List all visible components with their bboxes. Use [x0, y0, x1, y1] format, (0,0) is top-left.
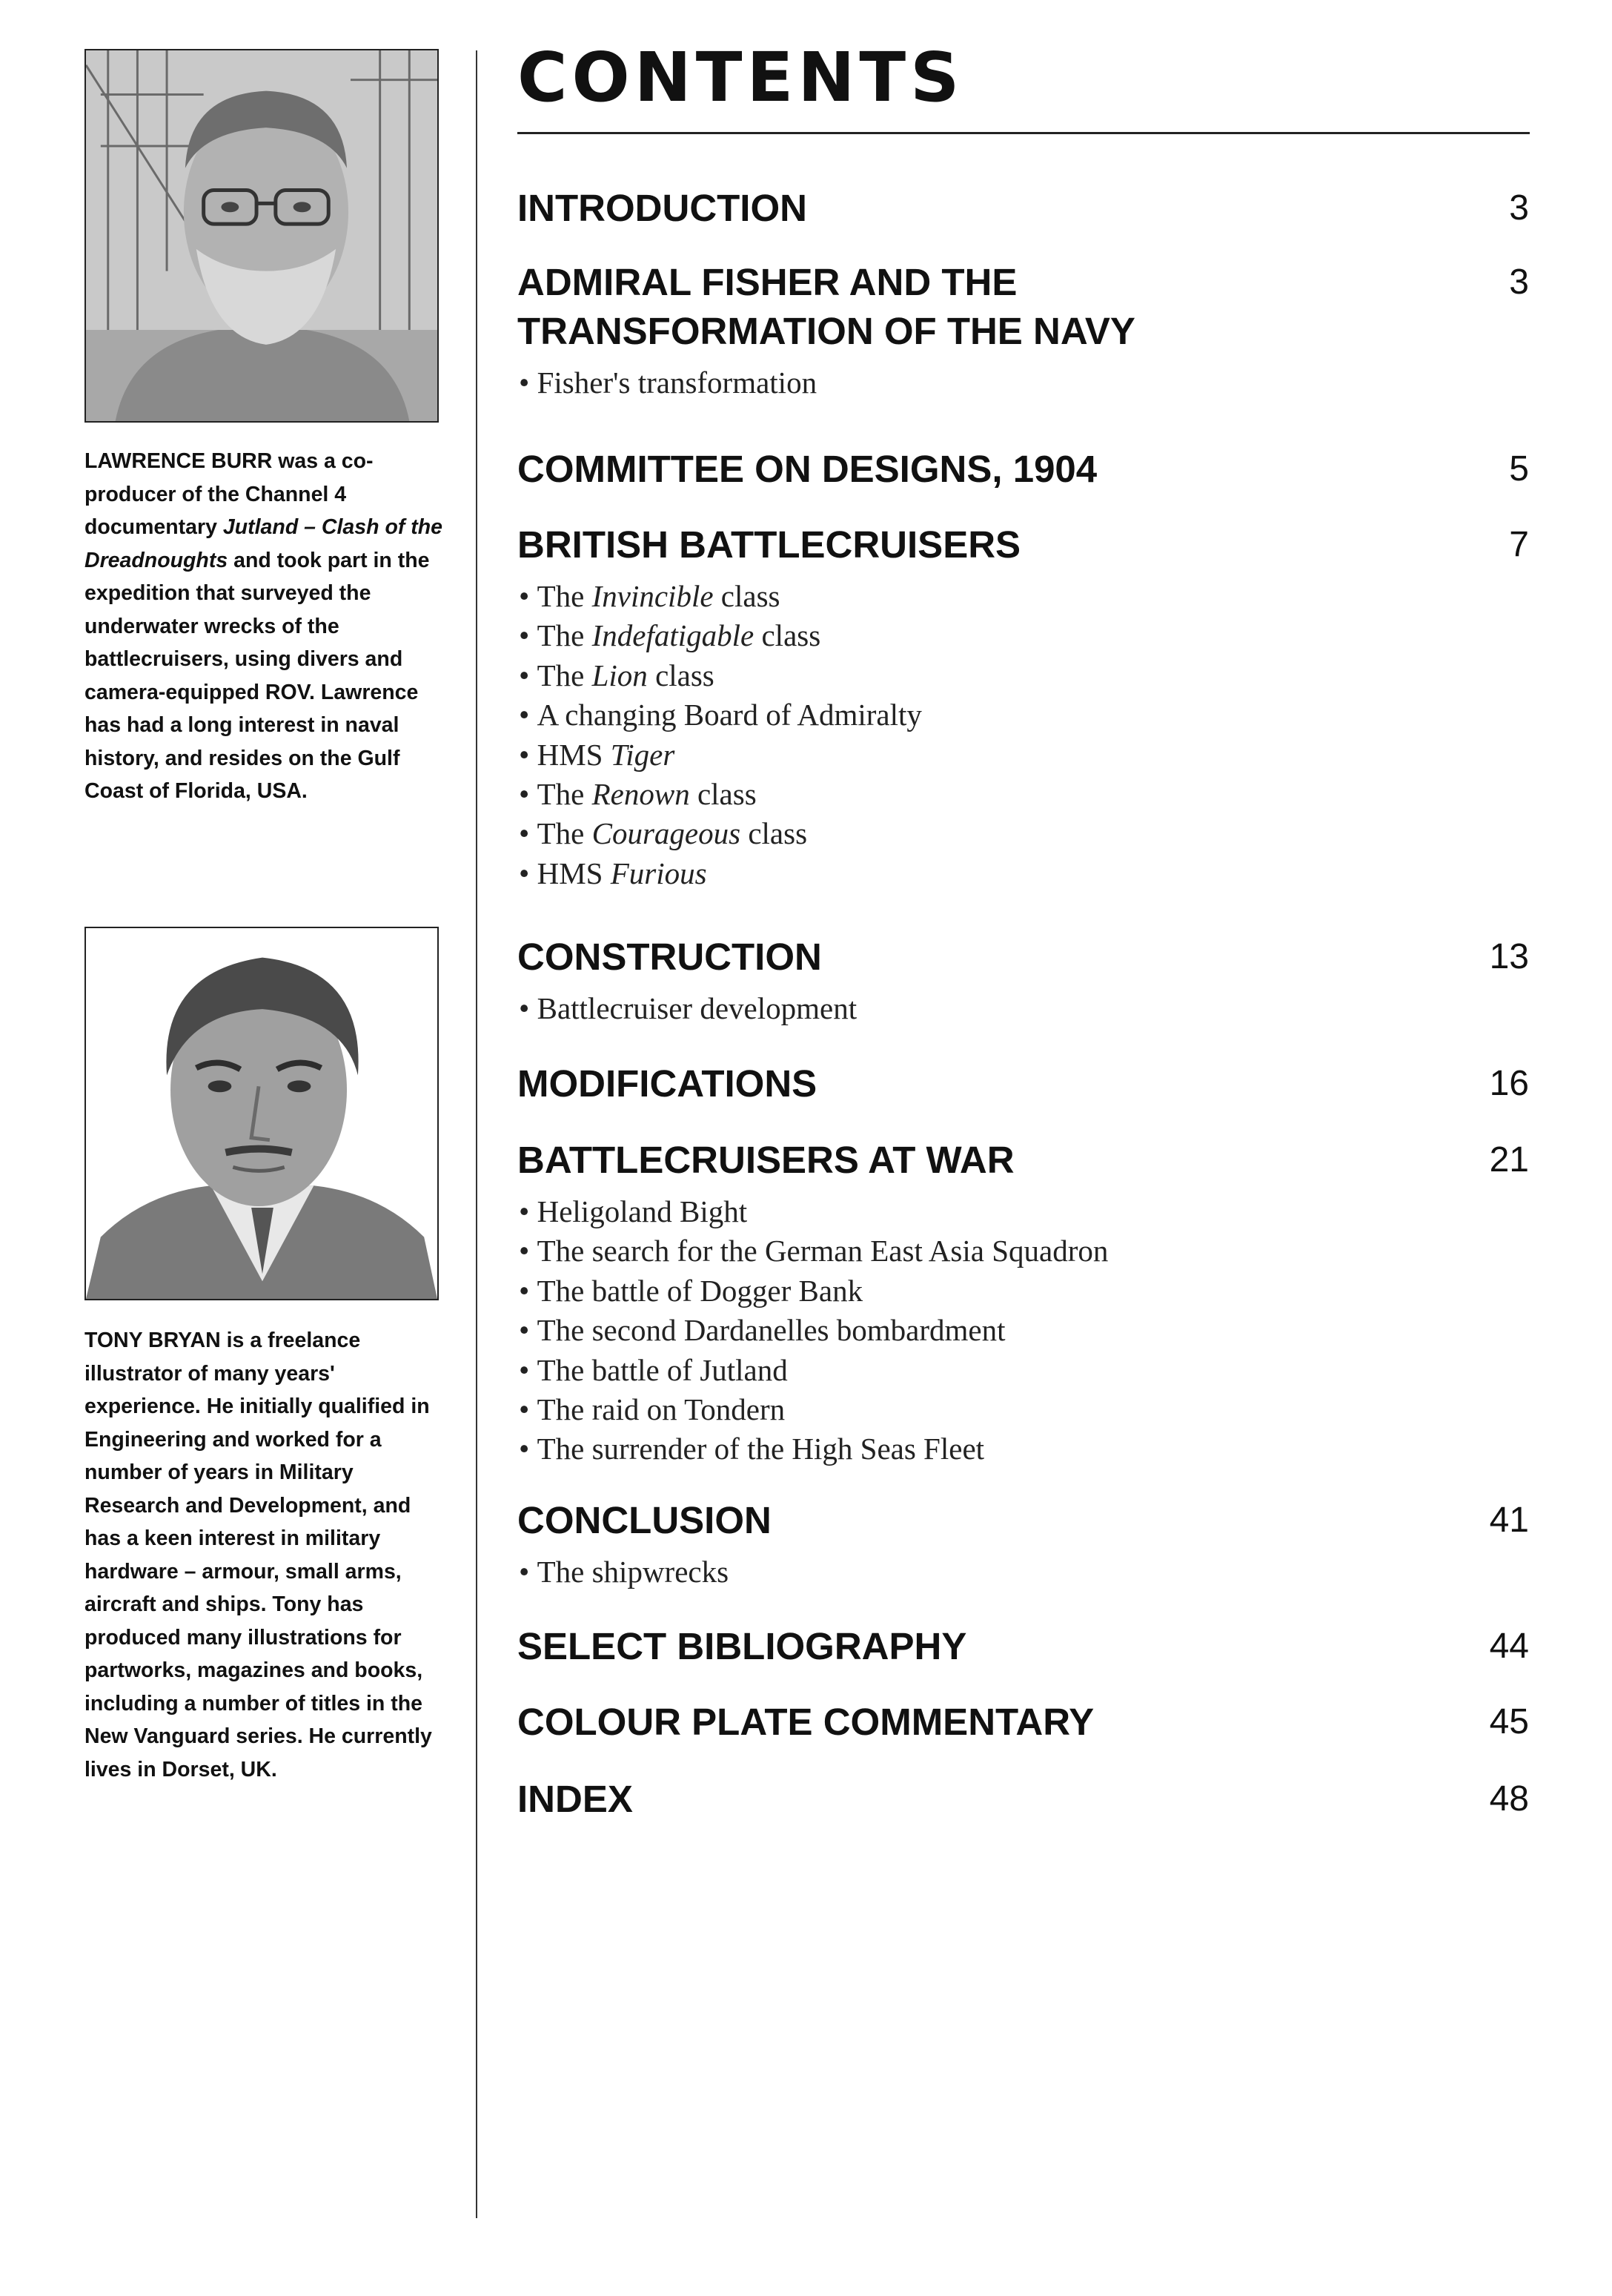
- section-page-number: 48: [1489, 1779, 1529, 1819]
- section-page-number: 16: [1489, 1064, 1529, 1103]
- subsection-run: class: [689, 777, 757, 812]
- subsection-run: class: [754, 618, 821, 653]
- subsection-item: [519, 1351, 1108, 1390]
- subsection-run: The raid on Tondern: [537, 1392, 786, 1427]
- subsection-item: [519, 1552, 729, 1592]
- section-title-british-battlecruisers: BRITISH BATTLECRUISERS: [517, 523, 1021, 566]
- subsection-run: Tiger: [610, 737, 675, 772]
- subsection-run: A changing Board of Admiralty: [537, 698, 922, 732]
- author-photo-tony-bryan: [84, 927, 439, 1300]
- author-bio-text-run: TONY BRYAN is a freelance illustrator of many years' experience. He initially qualified in Engineering and worked for a number of years in Military Research and Development, and has a keen interest in military hardware – armour, small arms, aircraft and ships. Tony has produced many illustrations for partworks, magazines and books, including a number of titles in the New Vanguard series. He currently lives in Dorset, UK.: [84, 1329, 432, 1781]
- section-page-number: 5: [1509, 449, 1529, 489]
- subsection-run: The surrender of the High Seas Fleet: [537, 1432, 985, 1466]
- column-divider: [476, 50, 477, 2218]
- subsection-item: [519, 735, 922, 775]
- subsection-item: [519, 695, 922, 735]
- section-page-number: 3: [1509, 262, 1529, 302]
- page-title: CONTENTS: [517, 38, 964, 117]
- subsection-run: Invincible: [591, 579, 714, 613]
- subsection-run: The: [537, 777, 592, 812]
- author-bio-tony-bryan: [84, 1324, 448, 1786]
- author-bio-text-run: LAWRENCE BURR was a co-producer of the Channel 4 documentary: [84, 449, 374, 539]
- subsection-list: [519, 577, 922, 893]
- title-rule: [517, 132, 1530, 134]
- subsection-run: The: [537, 618, 592, 653]
- section-title-modifications: MODIFICATIONS: [517, 1062, 817, 1105]
- subsection-run: The: [537, 658, 592, 692]
- subsection-item: [519, 775, 922, 814]
- author-bio-text-run: Jutland – Clash of the Dreadnoughts: [84, 515, 443, 572]
- section-page-number: 45: [1489, 1702, 1529, 1741]
- subsection-item: [519, 577, 922, 616]
- subsection-item: [519, 814, 922, 853]
- portrait-photo-man-suit-icon: [86, 928, 437, 1299]
- section-title-colour-plate-commentary: COLOUR PLATE COMMENTARY: [517, 1701, 1095, 1743]
- subsection-run: The: [537, 816, 592, 851]
- subsection-run: Courageous: [591, 816, 741, 851]
- subsection-run: class: [647, 658, 714, 692]
- subsection-run: The search for the German East Asia Squadron: [537, 1234, 1109, 1268]
- section-page-number: 13: [1489, 937, 1529, 976]
- subsection-item: [519, 989, 857, 1028]
- author-photo-lawrence-burr: [84, 49, 439, 423]
- subsection-item: [519, 1271, 1108, 1311]
- subsection-item: [519, 616, 922, 655]
- subsection-run: The shipwrecks: [537, 1555, 729, 1589]
- section-page-number: 21: [1489, 1140, 1529, 1180]
- subsection-item: [519, 363, 817, 403]
- subsection-run: Lion: [591, 658, 648, 692]
- subsection-run: Indefatigable: [591, 618, 754, 653]
- subsection-list: [519, 363, 817, 403]
- section-title-conclusion: CONCLUSION: [517, 1499, 772, 1541]
- subsection-list: [519, 1192, 1108, 1469]
- author-bio-text-run: and took part in the expedition that surveyed the underwater wrecks of the battlecruisers, using divers and camera-equipped ROV. Lawrence has had a long interest in naval history, and resides on the Gulf Coast of Florida, USA.: [84, 548, 430, 803]
- subsection-run: The battle of Dogger Bank: [537, 1273, 863, 1308]
- subsection-run: The: [537, 579, 592, 613]
- subsection-list: [519, 989, 857, 1028]
- subsection-run: class: [740, 816, 808, 851]
- subsection-item: [519, 1311, 1108, 1350]
- subsection-item: [519, 1192, 1108, 1231]
- section-title-battlecruisers-at-war: BATTLECRUISERS AT WAR: [517, 1139, 1015, 1181]
- subsection-run: Heligoland Bight: [537, 1194, 748, 1228]
- section-page-number: 44: [1489, 1627, 1529, 1666]
- subsection-run: HMS: [537, 856, 611, 890]
- subsection-item: [519, 854, 922, 893]
- section-title-construction: CONSTRUCTION: [517, 936, 822, 978]
- author-bio-lawrence-burr: [84, 445, 448, 808]
- subsection-list: [519, 1552, 729, 1592]
- section-page-number: 3: [1509, 188, 1529, 228]
- subsection-run: The second Dardanelles bombardment: [537, 1313, 1006, 1348]
- section-title-committee-on-designs-1904: COMMITTEE ON DESIGNS, 1904: [517, 448, 1098, 490]
- section-page-number: 7: [1509, 525, 1529, 564]
- section-page-number: 41: [1489, 1501, 1529, 1540]
- subsection-run: Battlecruiser development: [537, 991, 858, 1025]
- subsection-run: class: [713, 579, 780, 613]
- subsection-run: Fisher's transformation: [537, 365, 817, 400]
- subsection-item: [519, 1429, 1108, 1469]
- section-title-admiral-fisher-and-the-transformation-of-the-navy: ADMIRAL FISHER AND THE TRANSFORMATION OF THE NAVY: [517, 261, 1135, 352]
- subsection-run: The battle of Jutland: [537, 1352, 788, 1387]
- section-title-index: INDEX: [517, 1778, 633, 1820]
- section-title-select-bibliography: SELECT BIBLIOGRAPHY: [517, 1625, 967, 1667]
- subsection-run: Furious: [610, 856, 707, 890]
- portrait-photo-bearded-man-glasses-icon: [86, 50, 437, 421]
- subsection-item: [519, 656, 922, 695]
- subsection-run: Renown: [591, 777, 690, 812]
- subsection-item: [519, 1390, 1108, 1429]
- section-title-introduction: INTRODUCTION: [517, 187, 807, 229]
- subsection-run: HMS: [537, 737, 611, 772]
- subsection-item: [519, 1231, 1108, 1271]
